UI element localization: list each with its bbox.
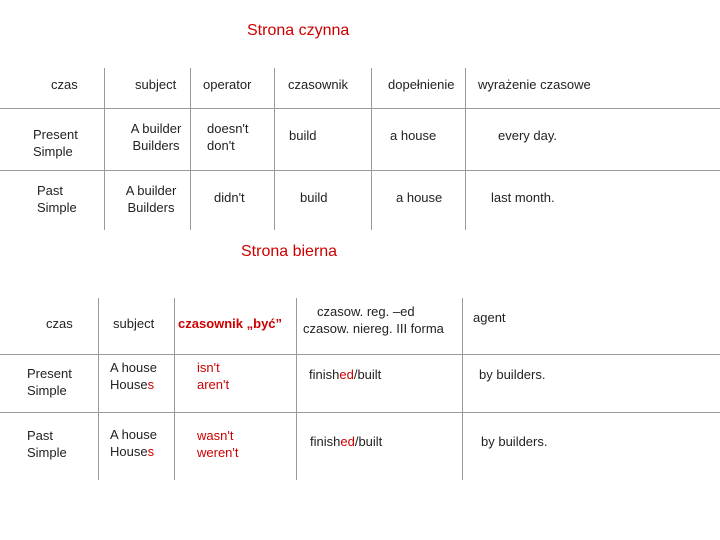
row-agent: by builders. (481, 434, 548, 449)
row-subject: A builder Builders (130, 121, 182, 153)
row-tense: Present Simple (27, 366, 72, 398)
divider (0, 412, 720, 413)
header-tense: czas (46, 316, 73, 331)
header-operator: operator (203, 77, 252, 92)
row-participle: finished/built (310, 434, 383, 449)
row-operator: doesn't don't (207, 121, 249, 153)
row-participle: finished/built (309, 367, 382, 382)
divider (465, 68, 466, 230)
divider (296, 298, 297, 480)
row-tense: Past Simple (37, 183, 77, 215)
divider (462, 298, 463, 480)
header-subject: subject (113, 316, 155, 331)
row-agent: by builders. (479, 367, 546, 382)
divider (371, 68, 372, 230)
header-object: dopełnienie (388, 77, 455, 92)
row-be-verb: wasn't weren't (197, 428, 239, 460)
divider (174, 298, 175, 480)
row-object: a house (396, 190, 443, 205)
row-time-expression: every day. (498, 128, 558, 143)
row-tense: Past Simple (27, 428, 67, 460)
header-verb: czasownik (288, 77, 348, 92)
row-verb: build (300, 190, 328, 205)
passive-voice-title: Strona bierna (241, 243, 338, 260)
row-time-expression: last month. (491, 190, 555, 205)
row-operator: didn't (214, 190, 245, 205)
row-subject: A house Houses (110, 360, 157, 392)
row-tense: Present Simple (33, 127, 78, 159)
divider (0, 170, 720, 171)
active-voice-title: Strona czynna (247, 22, 350, 39)
row-subject: A house Houses (110, 427, 157, 459)
divider (274, 68, 275, 230)
row-be-verb: isn't aren't (197, 360, 230, 392)
header-participle: czasow. reg. –ed czasow. niereg. III forma (303, 304, 444, 336)
row-object: a house (390, 128, 437, 143)
header-be-verb: czasownik „być” (178, 316, 283, 331)
divider (98, 298, 99, 480)
row-verb: build (289, 128, 317, 143)
divider (104, 68, 105, 230)
header-subject: subject (135, 77, 177, 92)
row-subject: A builder Builders (125, 183, 177, 215)
header-agent: agent (473, 310, 506, 325)
divider (0, 354, 720, 355)
divider (0, 108, 720, 109)
header-time-expression: wyrażenie czasowe (478, 77, 591, 92)
header-tense: czas (51, 77, 78, 92)
